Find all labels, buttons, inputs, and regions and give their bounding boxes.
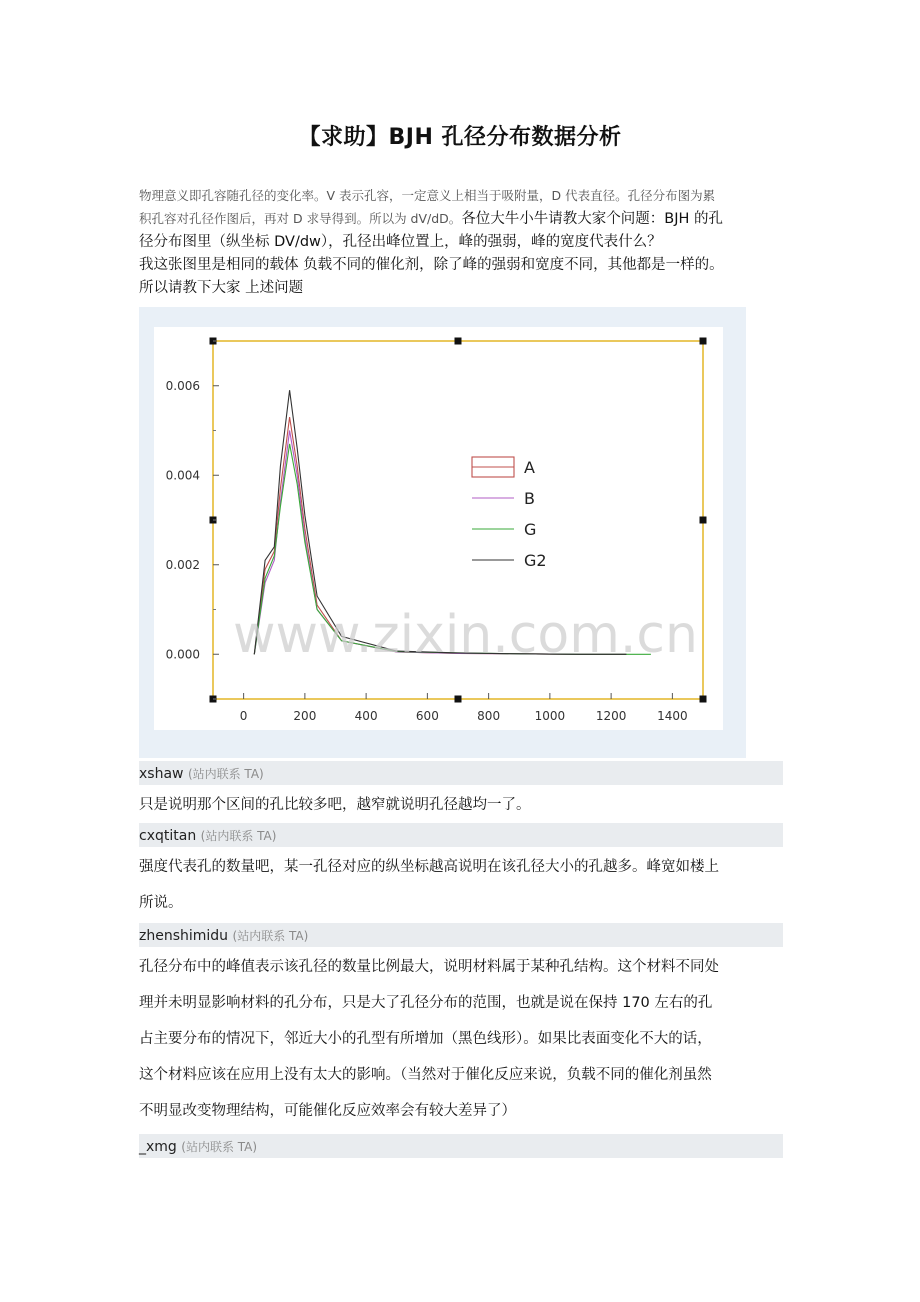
intro-line-1: 物理意义即孔容随孔径的变化率。V 表示孔容，一定意义上相当于吸附量，D 代表直径。孔径分布图为累	[139, 188, 716, 203]
post-line: 理并未明显影响材料的孔分布，只是大了孔径分布的范围，也就是说在保持 170 左右的孔	[139, 995, 713, 1011]
intro-line-3: 径分布图里（纵坐标 DV/dw），孔径出峰位置上，峰的强弱，峰的宽度代表什么？	[139, 234, 662, 250]
intro-line-5: 所以请教下大家 上述问题	[139, 280, 304, 296]
legend-label: G2	[524, 551, 547, 570]
chart-svg	[139, 307, 746, 758]
legend-label: A	[524, 458, 535, 477]
x-tick-label: 200	[293, 709, 317, 723]
post-line: 所说。	[139, 895, 183, 911]
x-tick-label: 800	[477, 709, 501, 723]
pore-distribution-figure	[139, 307, 746, 758]
intro-paragraph	[139, 184, 789, 300]
contact-link[interactable]: (站内联系 TA)	[200, 829, 277, 843]
username-link[interactable]: zhenshimidu	[139, 928, 233, 944]
chart-panel	[154, 327, 723, 730]
x-tick-label: 1000	[534, 709, 566, 723]
contact-link[interactable]: (站内联系 TA)	[187, 767, 264, 781]
post-line: 强度代表孔的数量吧，某一孔径对应的纵坐标越高说明在该孔径大小的孔越多。峰宽如楼上	[139, 859, 719, 875]
page-title: 【求助】BJH 孔径分布数据分析	[298, 125, 622, 150]
post-author	[139, 1138, 257, 1155]
selection-handle	[455, 696, 462, 703]
post-header	[139, 1134, 783, 1158]
legend-label: B	[524, 489, 535, 508]
post-header	[139, 923, 783, 947]
selection-handle	[700, 696, 707, 703]
post-author	[139, 927, 308, 944]
x-tick-label: 600	[415, 709, 439, 723]
intro-line-2b: 各位大牛小牛请教大家个问题：BJH 的孔	[461, 211, 724, 227]
intro-line-4: 我这张图里是相同的载体 负载不同的催化剂，除了峰的强弱和宽度不同，其他都是一样的。	[139, 257, 724, 273]
post-header	[139, 823, 783, 847]
selection-handle	[455, 338, 462, 345]
x-tick-label: 400	[354, 709, 378, 723]
username-link[interactable]: cxqtitan	[139, 828, 201, 844]
y-tick-label: 0.000	[165, 647, 200, 662]
watermark-text: www.zixin.com.cn	[233, 605, 698, 665]
post-author	[139, 765, 264, 782]
post-line: 占主要分布的情况下，邻近大小的孔型有所增加（黑色线形）。如果比表面变化不大的话，	[139, 1031, 712, 1047]
intro-line-2a: 积孔容对孔径作图后，再对 D 求导得到。所以为 dV/dD。	[139, 211, 462, 226]
post-line: 这个材料应该在应用上没有太大的影响。（当然对于催化反应来说，负载不同的催化剂虽然	[139, 1067, 712, 1083]
post-line: 孔径分布中的峰值表示该孔径的数量比例最大，说明材料属于某种孔结构。这个材料不同处	[139, 959, 719, 975]
selection-handle	[700, 517, 707, 524]
post-body	[139, 949, 789, 1129]
selection-handle	[700, 338, 707, 345]
x-tick-label: 1200	[595, 709, 627, 723]
contact-link[interactable]: (站内联系 TA)	[232, 929, 309, 943]
y-tick-label: 0.004	[165, 468, 200, 483]
contact-link[interactable]: (站内联系 TA)	[181, 1140, 258, 1154]
legend-label: G	[524, 520, 537, 539]
username-link[interactable]: xshaw	[139, 766, 188, 782]
y-tick-label: 0.006	[165, 378, 200, 393]
post-body	[139, 849, 789, 921]
username-link[interactable]: _xmg	[139, 1139, 182, 1155]
post-line: 不明显改变物理结构，可能催化反应效率会有较大差异了）	[139, 1103, 516, 1119]
post-body	[139, 787, 789, 823]
x-tick-label: 1400	[657, 709, 688, 723]
post-header	[139, 761, 783, 785]
x-tick-label: 0	[239, 709, 248, 723]
y-tick-label: 0.002	[165, 557, 200, 572]
post-line: 只是说明那个区间的孔比较多吧，越窄就说明孔径越均一了。	[139, 797, 531, 813]
post-author	[139, 827, 276, 844]
